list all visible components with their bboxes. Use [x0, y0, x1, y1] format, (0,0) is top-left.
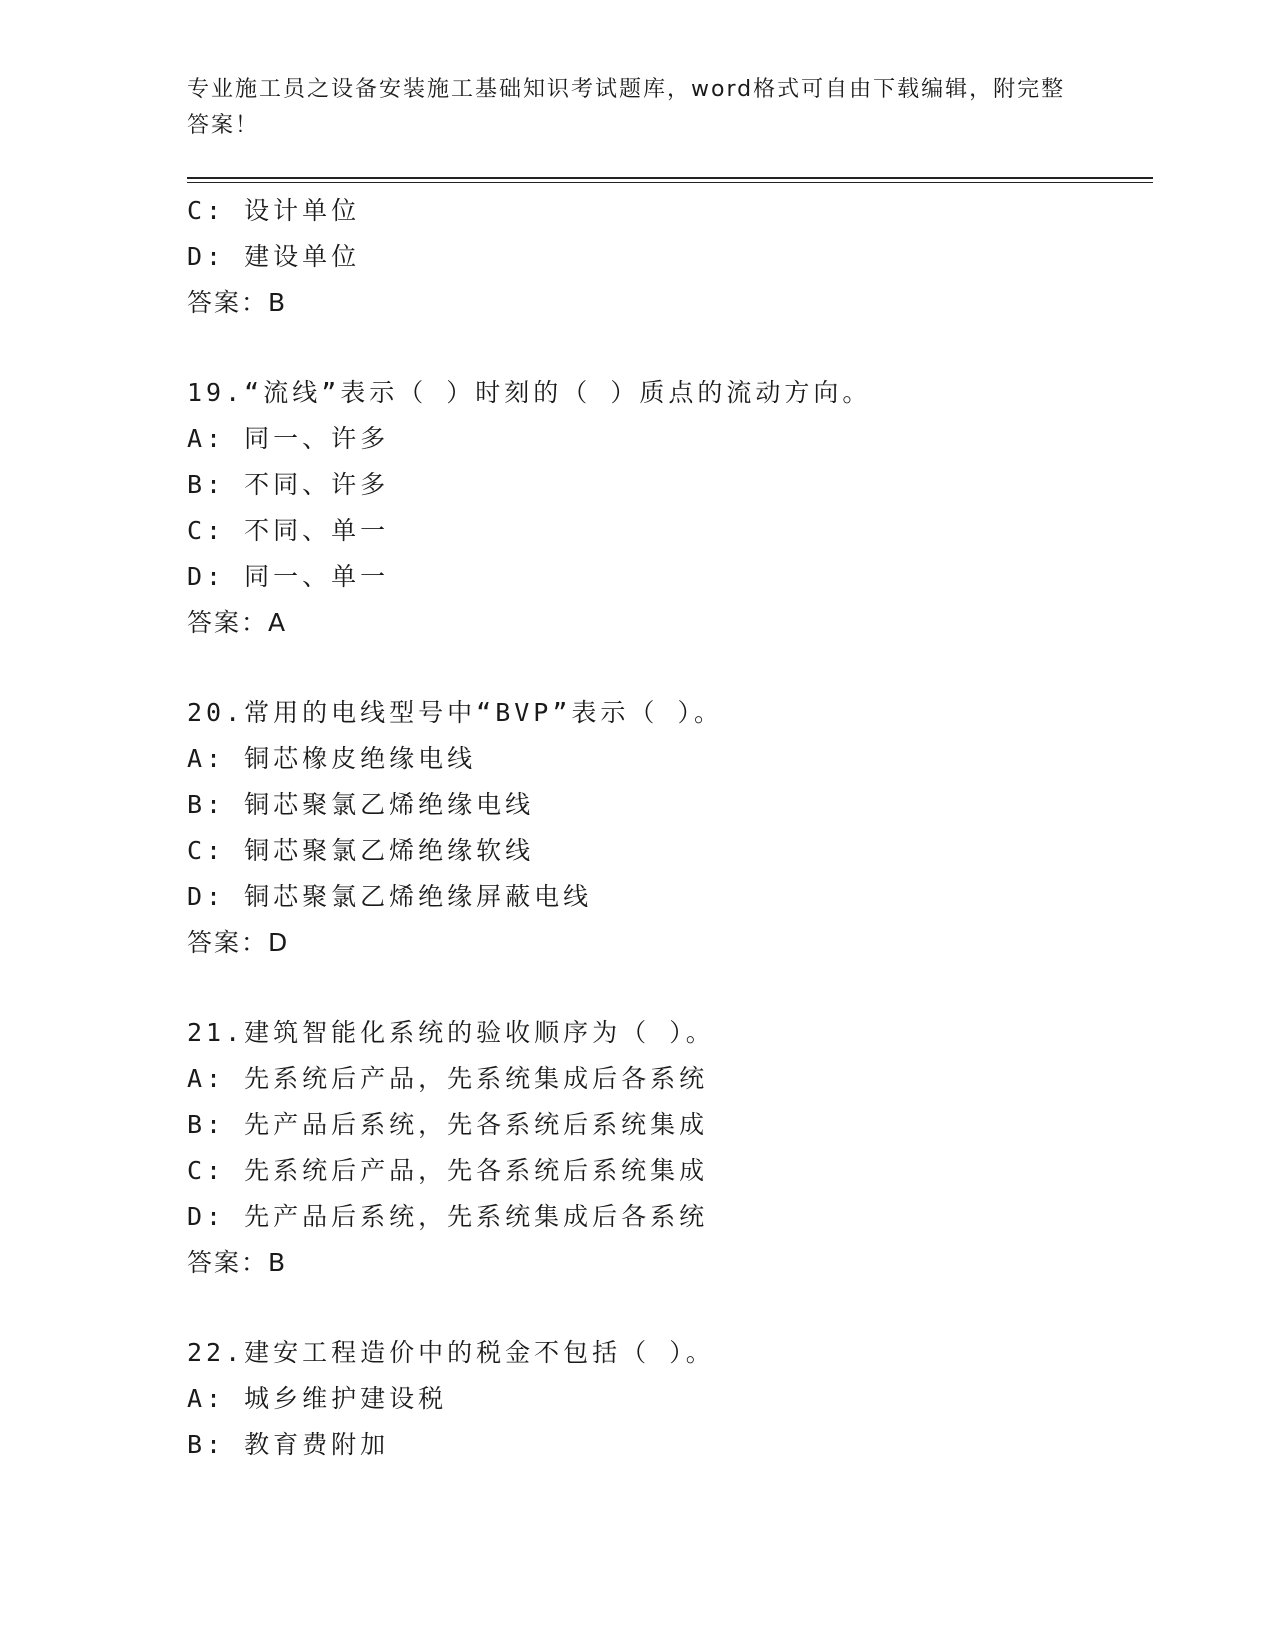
question-21 [187, 1010, 1153, 1286]
option-b: B: 铜芯聚氯乙烯绝缘电线 [187, 790, 535, 819]
question-stem: 21.建筑智能化系统的验收顺序为（ ）。 [187, 1018, 715, 1047]
option-c: C: 先系统后产品，先各系统后系统集成 [187, 1156, 709, 1185]
option-b: B: 先产品后系统，先各系统后系统集成 [187, 1110, 709, 1139]
option-b: B: 教育费附加 [187, 1430, 390, 1459]
question-22 [187, 1330, 1153, 1468]
option-b: B: 不同、许多 [187, 470, 390, 499]
header-divider-thick [187, 177, 1153, 179]
option-c: C: 设计单位 [187, 196, 361, 225]
option-a: A: 城乡维护建设税 [187, 1384, 448, 1413]
header-title: 专业施工员之设备安装施工基础知识考试题库，word格式可自由下载编辑，附完整答案！ [187, 77, 1066, 138]
option-a: A: 同一、许多 [187, 424, 390, 453]
answer-line: 答案：B [187, 288, 288, 317]
option-a: A: 铜芯橡皮绝缘电线 [187, 744, 477, 773]
option-d: D: 建设单位 [187, 242, 361, 271]
question-20 [187, 690, 1153, 966]
option-d: D: 同一、单一 [187, 562, 390, 591]
option-d: D: 先产品后系统，先系统集成后各系统 [187, 1202, 709, 1231]
answer-line: 答案：B [187, 1248, 288, 1277]
option-d: D: 铜芯聚氯乙烯绝缘屏蔽电线 [187, 882, 593, 911]
question-list [187, 188, 1153, 1468]
header-divider-thin [187, 182, 1153, 183]
question-19 [187, 370, 1153, 646]
option-c: C: 铜芯聚氯乙烯绝缘软线 [187, 836, 535, 865]
option-c: C: 不同、单一 [187, 516, 390, 545]
question-stem: 22.建安工程造价中的税金不包括（ ）。 [187, 1338, 715, 1367]
option-a: A: 先系统后产品，先系统集成后各系统 [187, 1064, 709, 1093]
answer-line: 答案：D [187, 928, 290, 957]
document-header [187, 72, 1067, 144]
question-18-continuation [187, 188, 1153, 326]
answer-line: 答案：A [187, 608, 288, 637]
question-stem: 20.常用的电线型号中“BVP”表示（ ）。 [187, 698, 723, 727]
question-stem: 19.“流线”表示（ ）时刻的（ ）质点的流动方向。 [187, 378, 872, 407]
